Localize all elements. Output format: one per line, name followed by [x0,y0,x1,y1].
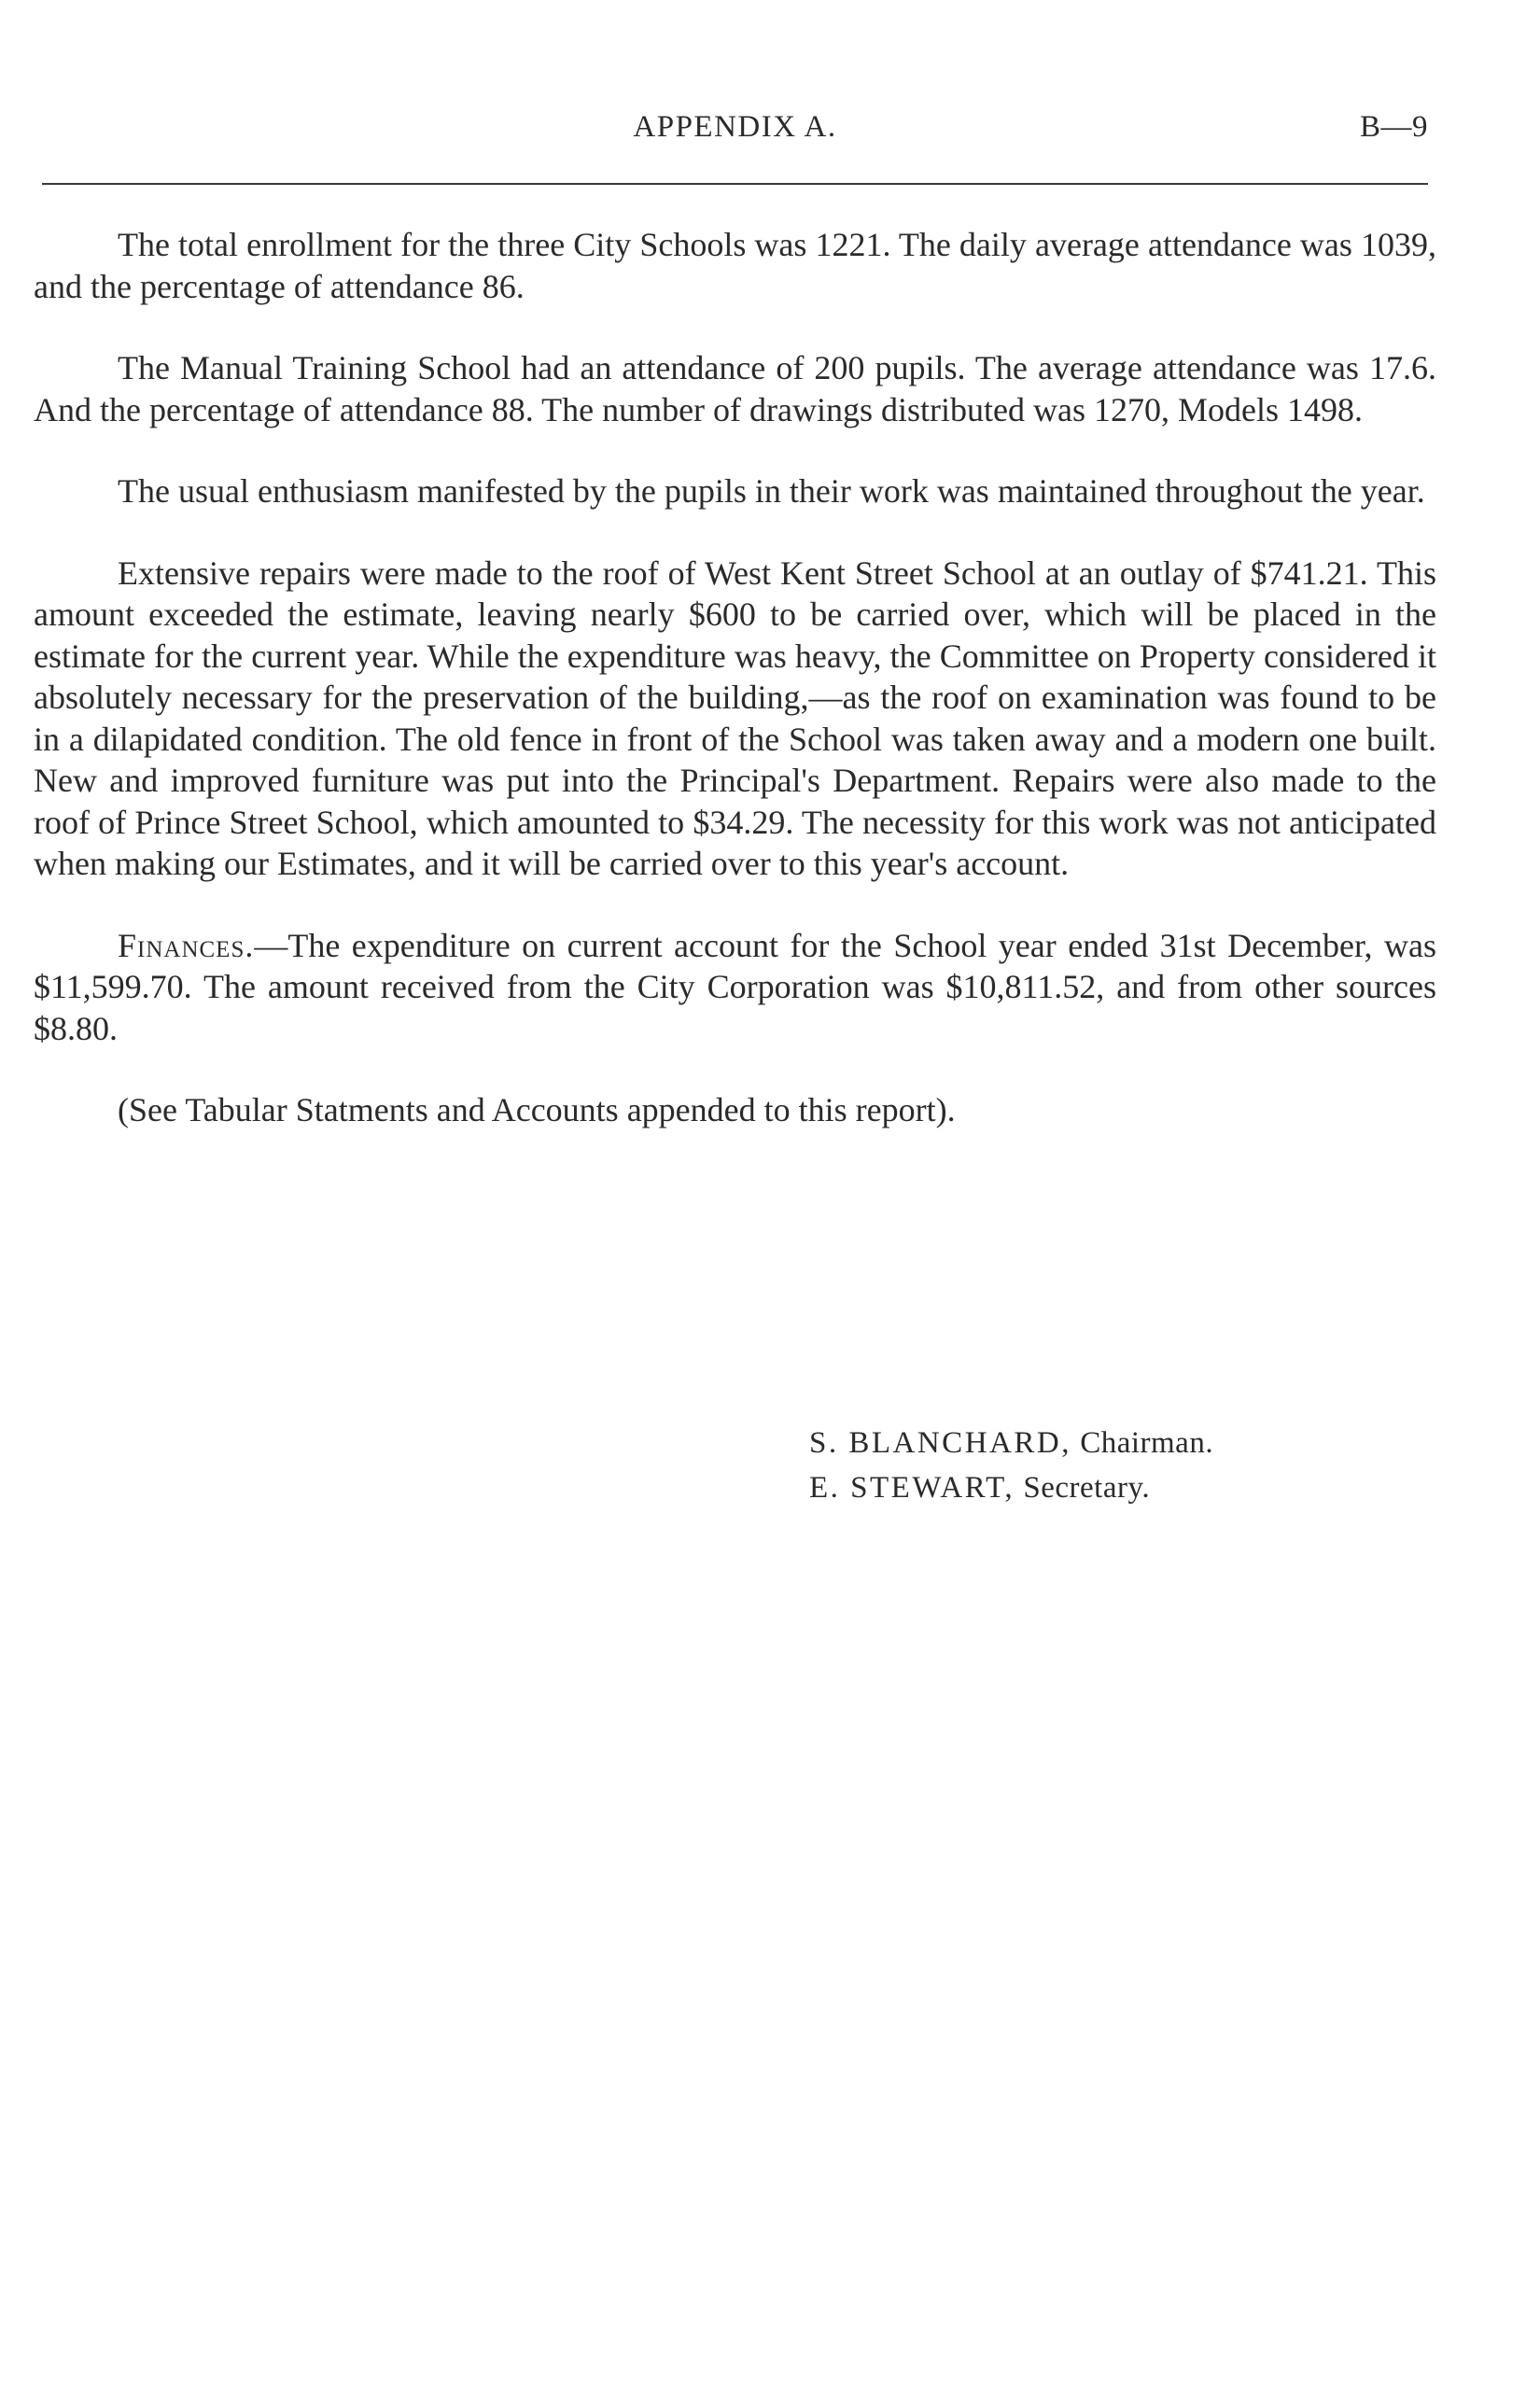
paragraph-repairs: Extensive repairs were made to the roof of West Kent Street School at an outlay of $741.21. This amount exceeded the estimate, leaving nearly $600 to be carried over, which will be placed in the estimate for the current year. While the expenditure was heavy, the Committee on Property considered it absolutely necessary for the preservation of the building,—as the roof on examination was found to be in a dilapidated condition. The old fence in front of the School was taken away and a modern one built. New and improved furniture was put into the Principal's Department. Repairs were also made to the roof of Prince Street School, which amounted to $34.29. The necessity for this work was not anticipated when making our Estimates, and it will be carried over to this year's account. [34,553,1436,882]
page-header [42,110,1428,147]
paragraph-note: (See Tabular Statments and Accounts appended to this report). [118,1091,956,1128]
paragraph-manual-training: The Manual Training School had an attendance of 200 pupils. The average attendance was 17.6. And the percentage of attendance 88. The number of drawings distributed was 1270, Models 1498. [34,349,1436,428]
paragraph-finances [34,925,1436,1050]
page-number: B—9 [1359,110,1428,144]
signature-block [809,1421,1213,1510]
paragraph-enthusiasm: The usual enthusiasm manifested by the pupils in their work was maintained throughout the year. [118,472,1425,510]
finances-text: —The expenditure on current account for the School year ended 31st December, was $11,599.70. The amount received from the City Corporation was $10,811.52, and from other sources $8.80. [34,926,1436,1047]
signature-secretary [809,1465,1213,1510]
finances-heading: Finances. [118,926,255,964]
page-title: APPENDIX A. [633,110,837,144]
header-rule [42,183,1428,185]
signature-role: Secretary. [1023,1471,1151,1505]
signature-name: S. BLANCHARD, [809,1426,1071,1460]
signature-role: Chairman. [1080,1426,1214,1460]
signature-chairman [809,1421,1213,1465]
paragraph-enrollment: The total enrollment for the three City Schools was 1221. The daily average attendance was 1039, and the percentage of attendance 86. [34,226,1436,305]
signature-name: E. STEWART, [809,1471,1015,1505]
body-text [34,224,1436,1170]
